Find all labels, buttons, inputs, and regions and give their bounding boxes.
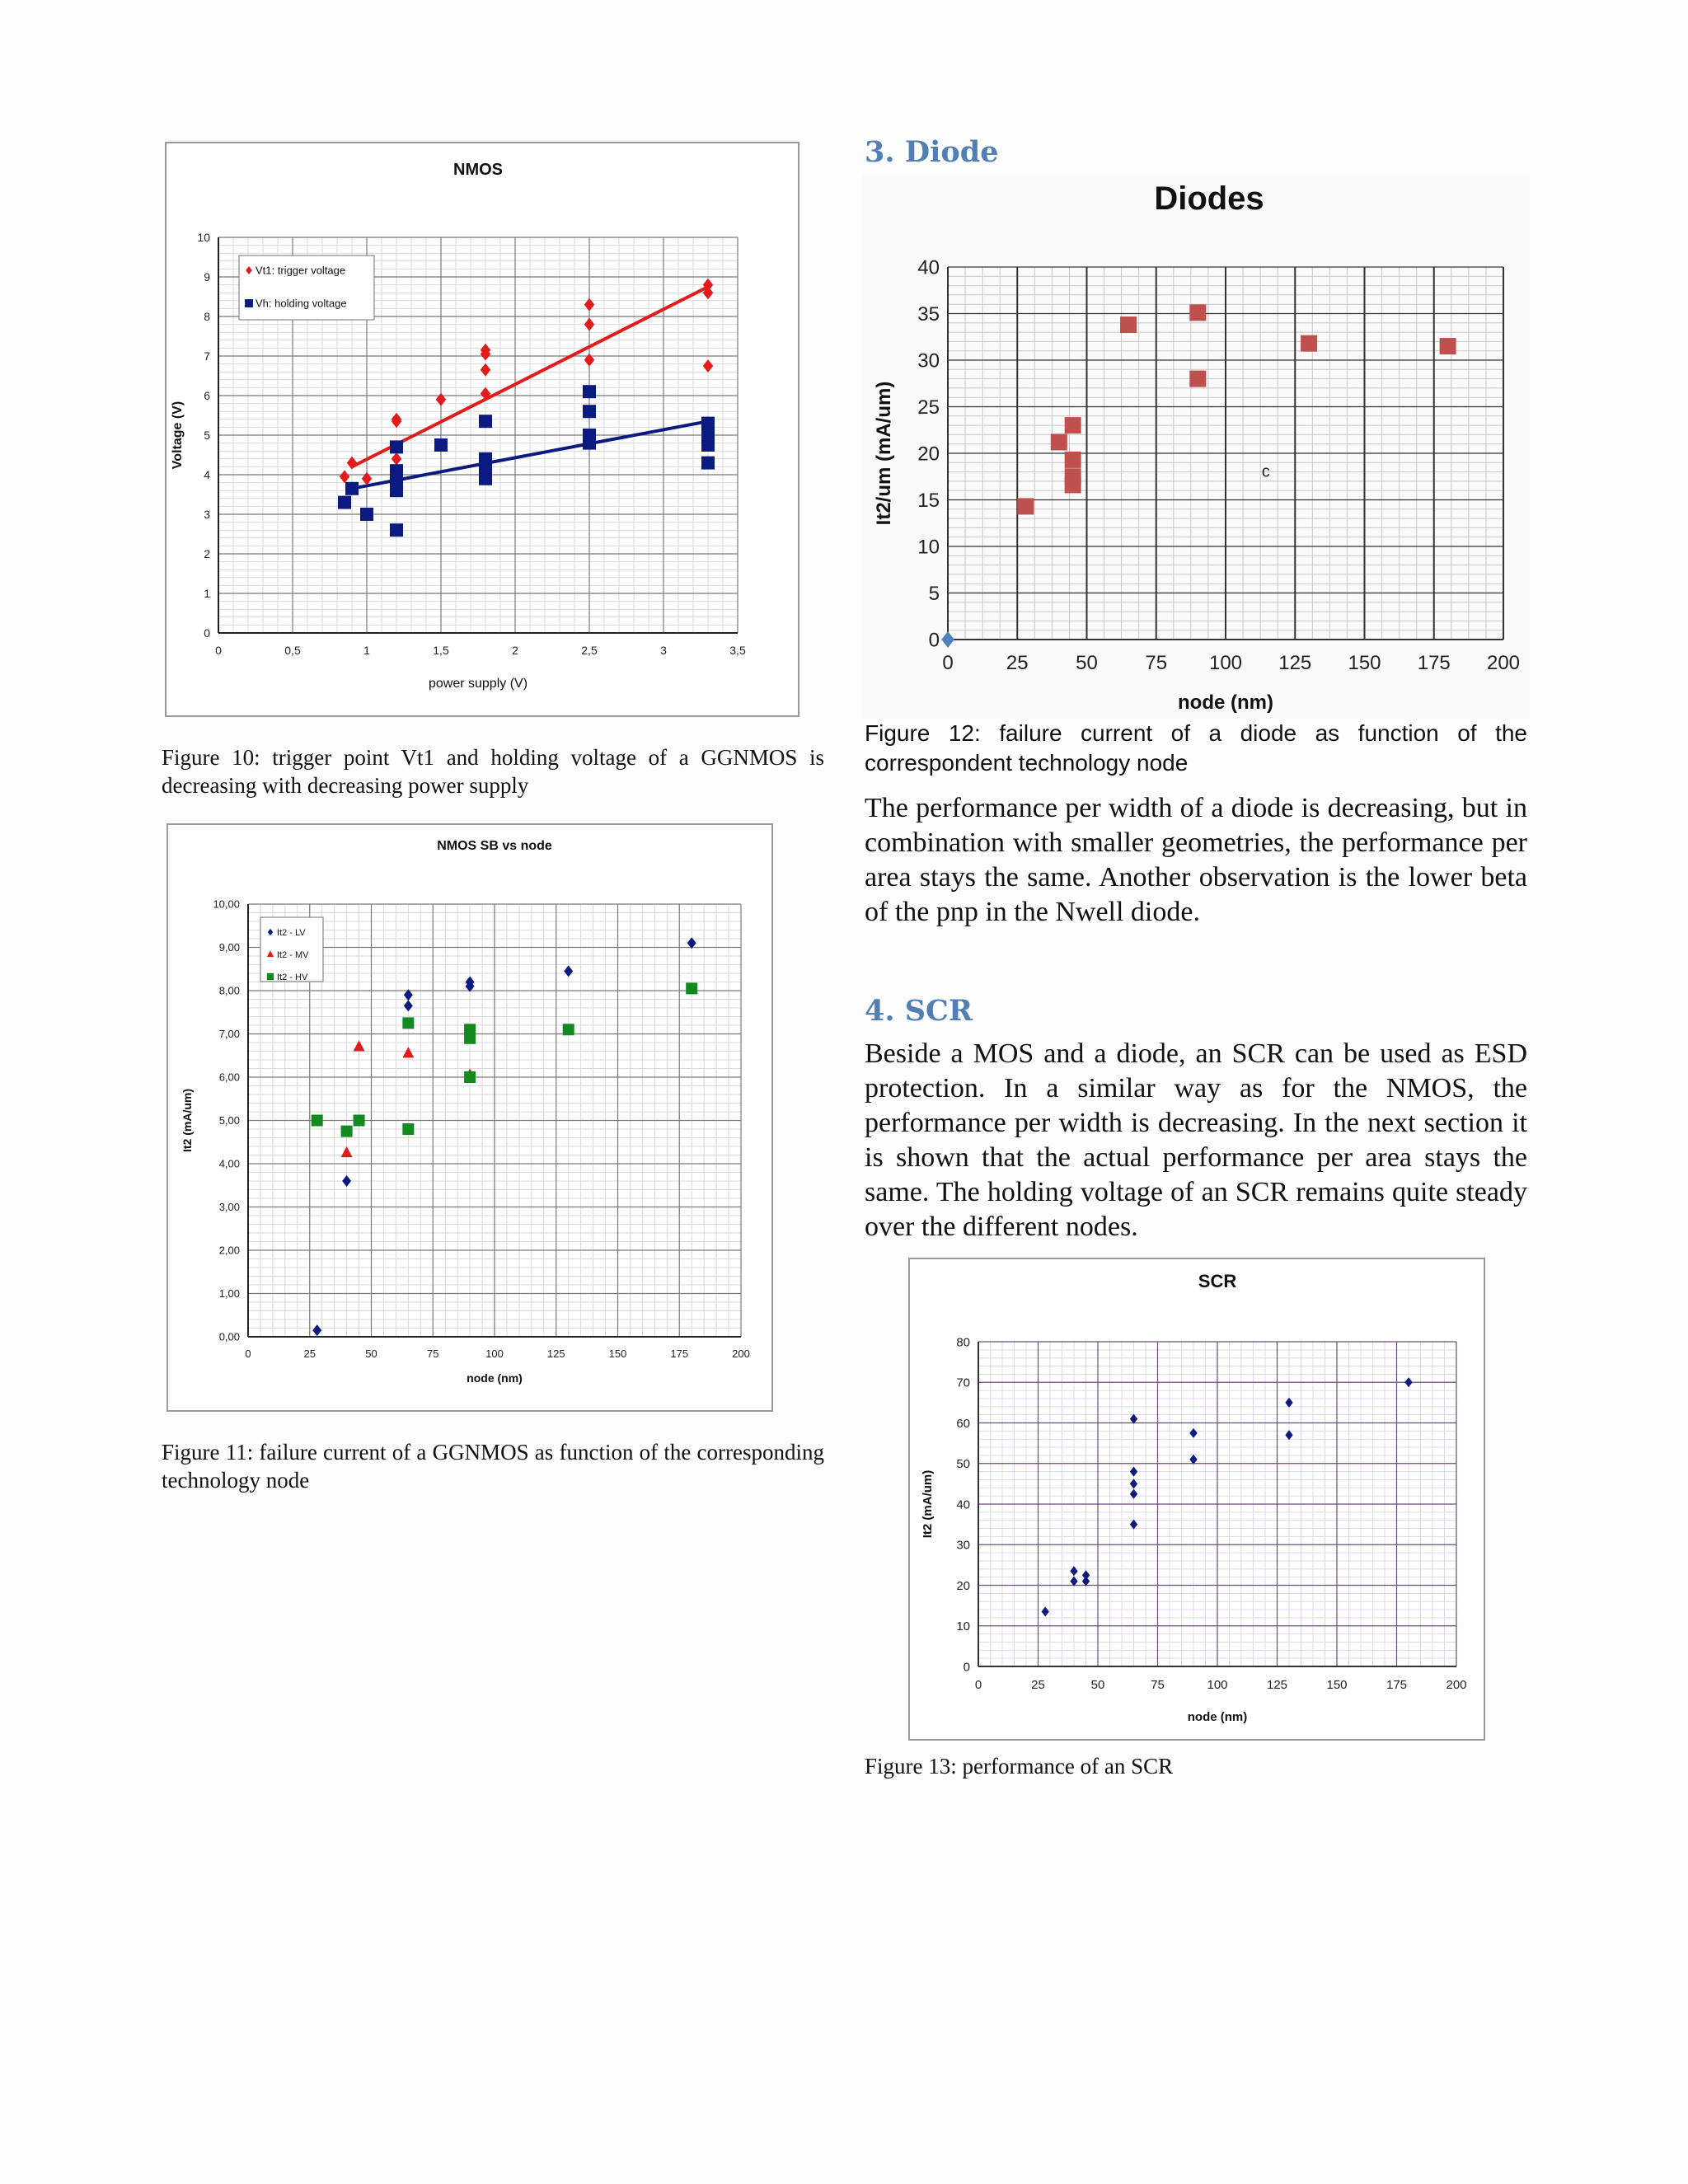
- nmos-y-tick-label: 9: [204, 269, 210, 284]
- scr-x-tick-label: 125: [1266, 1678, 1288, 1692]
- diodes-annotation: c: [1261, 462, 1270, 481]
- nmos-data-point: [584, 298, 594, 312]
- nmos-data-point: [701, 417, 715, 430]
- diodes-data-point: [1301, 335, 1317, 352]
- nmos-data-point: [360, 508, 373, 521]
- nmos-x-tick-label: 0: [215, 644, 222, 657]
- diodes-y-tick-label: 5: [928, 582, 940, 605]
- diodes-data-point: [941, 631, 954, 648]
- nmos-data-point: [390, 440, 403, 453]
- nmos-y-tick-label: 1: [204, 586, 210, 600]
- diodes-x-tick-label: 100: [1208, 652, 1243, 674]
- scr-data-point: [1130, 1414, 1137, 1424]
- nmos-sb-x-tick-label: 150: [608, 1347, 627, 1360]
- nmos-data-point: [701, 457, 715, 470]
- nmos-chart-svg: [166, 143, 798, 715]
- diodes-x-tick-label: 175: [1417, 652, 1451, 674]
- scr-x-tick-label: 150: [1326, 1678, 1348, 1692]
- diodes-x-tick-label: 25: [1006, 652, 1029, 674]
- nmos-x-tick-label: 3: [660, 644, 667, 657]
- nmos-data-point: [479, 415, 492, 428]
- nmos-sb-y-axis-label: It2 (mA/um): [181, 1089, 194, 1152]
- nmos-data-point: [436, 393, 446, 406]
- nmos-sb-data-point: [464, 1071, 476, 1083]
- nmos-data-point: [390, 464, 403, 477]
- diodes-y-tick-label: 20: [917, 443, 940, 466]
- nmos-sb-data-point: [341, 1146, 353, 1157]
- scr-data-point: [1130, 1520, 1137, 1530]
- nmos-data-point: [479, 472, 492, 485]
- scr-y-tick-label: 50: [956, 1457, 970, 1471]
- nmos-y-tick-label: 5: [204, 428, 210, 442]
- scr-x-tick-label: 50: [1090, 1678, 1105, 1692]
- nmos-y-tick-label: 0: [204, 626, 210, 640]
- figure-13-caption: Figure 13: performance of an SCR: [865, 1754, 1174, 1779]
- nmos-sb-data-point: [404, 1000, 413, 1011]
- nmos-data-point: [584, 354, 594, 367]
- nmos-data-point: [390, 484, 403, 497]
- diodes-data-point: [1051, 434, 1067, 450]
- nmos-data-point: [392, 415, 401, 428]
- diodes-data-point: [1065, 452, 1081, 468]
- scr-series: [1042, 1377, 1413, 1616]
- legend-label: Vh: holding voltage: [256, 297, 347, 310]
- scr-data-point: [1189, 1428, 1197, 1438]
- diodes-data-point: [1120, 316, 1137, 333]
- nmos-sb-y-tick-label: 3,00: [218, 1201, 240, 1214]
- diodes-x-tick-label: 150: [1348, 652, 1381, 674]
- nmos-sb-x-tick-label: 175: [670, 1347, 689, 1360]
- nmos-y-tick-label: 8: [204, 309, 210, 323]
- nmos-y-tick-label: 3: [204, 507, 210, 521]
- nmos-data-point: [584, 318, 594, 331]
- scr-x-tick-label: 100: [1207, 1678, 1228, 1692]
- diodes-x-tick-label: 125: [1278, 652, 1312, 674]
- nmos-sb-data-point: [402, 1123, 414, 1135]
- nmos-data-point: [583, 405, 596, 418]
- diodes-x-tick-label: 75: [1145, 652, 1168, 674]
- nmos-x-tick-label: 3,5: [729, 644, 746, 657]
- legend-label: It2 - LV: [277, 927, 306, 938]
- nmos-data-point: [583, 437, 596, 450]
- diodes-y-tick-label: 10: [917, 536, 940, 559]
- nmos-chart-title: NMOS: [453, 161, 503, 179]
- nmos-sb-data-point: [464, 1033, 476, 1044]
- scr-data-point: [1285, 1430, 1292, 1440]
- diodes-data-point: [1189, 304, 1206, 321]
- diodes-series: [941, 631, 954, 648]
- nmos-sb-x-tick-label: 100: [485, 1347, 504, 1360]
- diodes-x-axis-label: node (nm): [1178, 691, 1273, 714]
- nmos-sb-data-point: [312, 1324, 321, 1336]
- diodes-y-tick-label: 40: [917, 256, 940, 279]
- nmos-data-point: [392, 452, 401, 466]
- nmos-sb-x-tick-label: 0: [245, 1347, 251, 1360]
- scr-chart-svg: [910, 1259, 1484, 1739]
- scr-y-tick-label: 40: [956, 1497, 970, 1512]
- scr-y-tick-label: 20: [956, 1578, 970, 1593]
- scr-x-axis-label: node (nm): [1187, 1710, 1248, 1724]
- diode-section-heading: 3. Diode: [865, 135, 999, 169]
- diodes-chart: [862, 175, 1530, 719]
- nmos-sb-y-tick-label: 10,00: [213, 898, 240, 911]
- legend-label: It2 - MV: [277, 949, 309, 960]
- scr-data-point: [1070, 1566, 1077, 1576]
- nmos-sb-x-tick-label: 25: [303, 1347, 316, 1360]
- legend-label: It2 - HV: [277, 972, 308, 982]
- diodes-x-tick-label: 200: [1486, 652, 1521, 674]
- scr-data-point: [1130, 1479, 1137, 1488]
- nmos-y-axis-label: Voltage (V): [171, 401, 185, 470]
- nmos-data-point: [347, 457, 357, 470]
- nmos-sb-y-tick-label: 9,00: [218, 941, 240, 954]
- nmos-data-point: [338, 496, 351, 509]
- diodes-data-point: [1017, 498, 1034, 514]
- diodes-data-point: [1065, 476, 1081, 493]
- nmos-x-tick-label: 0,5: [284, 644, 301, 657]
- nmos-sb-x-axis-label: node (nm): [467, 1371, 523, 1385]
- scr-chart: [908, 1258, 1485, 1741]
- nmos-sb-y-tick-label: 4,00: [218, 1157, 240, 1170]
- scr-x-tick-label: 200: [1446, 1678, 1467, 1692]
- scr-data-point: [1042, 1607, 1049, 1617]
- scr-x-tick-label: 175: [1386, 1678, 1408, 1692]
- nmos-sb-data-point: [563, 1024, 574, 1035]
- nmos-sb-y-tick-label: 1,00: [218, 1287, 240, 1301]
- scr-chart-title: SCR: [1198, 1271, 1237, 1291]
- scr-x-tick-label: 0: [974, 1678, 982, 1692]
- nmos-data-point: [481, 363, 490, 377]
- nmos-y-tick-label: 7: [204, 349, 210, 363]
- nmos-sb-chart-svg: [168, 825, 771, 1410]
- nmos-data-point: [345, 482, 359, 495]
- scr-data-point: [1082, 1577, 1090, 1586]
- scr-data-point: [1189, 1455, 1197, 1465]
- nmos-sb-data-point: [402, 1017, 414, 1029]
- nmos-sb-y-tick-label: 0,00: [218, 1330, 240, 1343]
- scr-paragraph: Beside a MOS and a diode, an SCR can be used as ESD protection. In a similar way as for the NMOS, the performance per width is decreasing. In the next section it is shown that the actual performance per area stays the same. The holding voltage of an SCR remains quite steady over the different nodes.: [865, 1038, 1527, 1242]
- nmos-y-tick-label: 6: [204, 388, 210, 402]
- scr-y-tick-label: 10: [956, 1619, 970, 1633]
- figure-11-caption: Figure 11: failure current of a GGNMOS as function of the corresponding technology node: [162, 1440, 824, 1493]
- nmos-sb-x-tick-label: 125: [546, 1347, 565, 1360]
- legend-label: Vt1: trigger voltage: [256, 264, 346, 277]
- nmos-sb-y-tick-label: 5,00: [218, 1114, 240, 1127]
- diodes-data-point: [1189, 371, 1206, 387]
- nmos-sb-y-tick-label: 2,00: [218, 1244, 240, 1257]
- diodes-y-tick-label: 0: [928, 629, 940, 652]
- nmos-y-tick-label: 4: [204, 467, 210, 481]
- scr-data-point: [1285, 1398, 1292, 1408]
- nmos-sb-data-point: [312, 1115, 323, 1127]
- scr-data-point: [1130, 1489, 1137, 1499]
- nmos-y-tick-label: 10: [197, 230, 210, 244]
- nmos-sb-data-point: [686, 982, 697, 994]
- nmos-sb-chart-title: NMOS SB vs node: [437, 839, 552, 853]
- diodes-data-point: [1440, 338, 1456, 354]
- scr-y-tick-label: 80: [956, 1335, 970, 1350]
- diode-paragraph: The performance per width of a diode is decreasing, but in combination with smaller geometries, the performance per area stays the same. Another observation is the lower beta of the pnp in the Nwell diode.: [865, 793, 1527, 927]
- nmos-data-point: [703, 359, 713, 373]
- nmos-chart: [165, 142, 799, 717]
- scr-x-tick-label: 75: [1151, 1678, 1165, 1692]
- diodes-series: [1017, 304, 1456, 514]
- nmos-data-point: [390, 523, 403, 537]
- nmos-sb-legend: [260, 917, 323, 982]
- scr-y-tick-label: 30: [956, 1538, 970, 1553]
- nmos-sb-x-tick-label: 75: [427, 1347, 439, 1360]
- nmos-data-point: [479, 452, 492, 466]
- scr-y-tick-label: 60: [956, 1416, 970, 1431]
- scr-data-point: [1070, 1577, 1077, 1586]
- nmos-sb-x-tick-label: 50: [365, 1347, 377, 1360]
- diodes-x-tick-label: 50: [1076, 652, 1098, 674]
- scr-y-tick-label: 0: [963, 1660, 970, 1675]
- nmos-sb-x-tick-label: 200: [732, 1347, 750, 1360]
- scr-x-tick-label: 25: [1031, 1678, 1045, 1692]
- scr-data-point: [1130, 1467, 1137, 1477]
- diodes-y-axis-label: It2/um (mA/um): [873, 381, 895, 526]
- nmos-data-point: [583, 385, 596, 398]
- diodes-y-tick-label: 30: [917, 349, 940, 373]
- nmos-x-axis-label: power supply (V): [428, 677, 528, 691]
- nmos-x-tick-label: 2,5: [581, 644, 598, 657]
- nmos-sb-data-point: [564, 965, 573, 977]
- nmos-x-tick-label: 2: [512, 644, 518, 657]
- nmos-x-tick-label: 1: [363, 644, 370, 657]
- legend-marker: [245, 299, 253, 307]
- nmos-data-point: [340, 470, 349, 483]
- scr-y-tick-label: 70: [956, 1376, 970, 1390]
- diodes-data-point: [1065, 417, 1081, 434]
- scr-data-point: [1404, 1377, 1412, 1387]
- nmos-data-point: [362, 472, 372, 485]
- diodes-y-tick-label: 35: [917, 302, 940, 326]
- nmos-data-point: [701, 438, 715, 452]
- nmos-legend: [239, 255, 374, 320]
- diodes-chart-title: Diodes: [1154, 180, 1264, 217]
- scr-grid: [978, 1342, 1456, 1666]
- legend-marker: [267, 973, 274, 980]
- diodes-x-tick-label: 0: [942, 652, 954, 674]
- nmos-sb-data-point: [341, 1126, 353, 1137]
- scr-y-axis-label: It2 (mA/um): [921, 1469, 935, 1539]
- scr-section-heading: 4. SCR: [865, 994, 973, 1028]
- diodes-y-tick-label: 25: [917, 396, 940, 419]
- nmos-sb-data-point: [342, 1175, 351, 1187]
- nmos-y-tick-label: 2: [204, 546, 210, 560]
- nmos-sb-y-tick-label: 7,00: [218, 1028, 240, 1041]
- nmos-data-point: [434, 438, 448, 452]
- nmos-sb-data-point: [402, 1047, 414, 1057]
- figure-12-caption: Figure 12: failure current of a diode as function of the correspondent technology node: [865, 720, 1527, 776]
- diodes-grid: [948, 267, 1503, 640]
- nmos-x-tick-label: 1,5: [433, 644, 449, 657]
- nmos-sb-chart: [166, 823, 773, 1412]
- nmos-sb-data-point: [354, 1040, 365, 1051]
- diodes-y-tick-label: 15: [917, 489, 940, 512]
- figure-10-caption: Figure 10: trigger point Vt1 and holding voltage of a GGNMOS is decreasing with decreasing power supply: [162, 745, 824, 798]
- diodes-chart-svg: [862, 175, 1530, 719]
- nmos-sb-data-point: [354, 1115, 365, 1127]
- nmos-sb-y-tick-label: 6,00: [218, 1071, 240, 1084]
- nmos-sb-y-tick-label: 8,00: [218, 984, 240, 997]
